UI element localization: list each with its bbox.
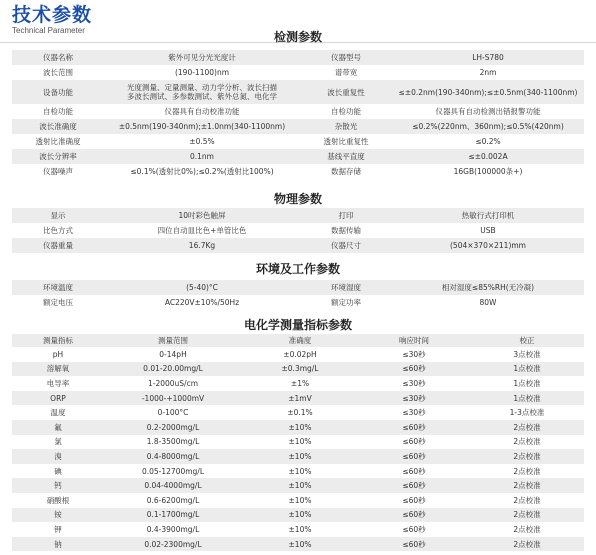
section-title-detection: 检测参数: [273, 30, 322, 44]
metric-calibration: 1点校准: [470, 362, 584, 377]
column-header: 校正: [470, 334, 584, 347]
param-value: 仪器具有自动校准功能: [104, 104, 300, 119]
table-row: [12, 391, 584, 406]
table-row: [12, 65, 584, 80]
param-value: USB: [392, 223, 584, 238]
metric-calibration: 1-3点校准: [470, 405, 584, 420]
metric-accuracy: ±10%: [242, 464, 358, 479]
table-row: [12, 464, 584, 479]
param-label: 基线平直度: [300, 149, 392, 164]
metric-name: 钾: [12, 522, 104, 537]
param-label: 仪器型号: [300, 50, 392, 65]
section-title-electro: 电化学测量指标参数: [243, 318, 352, 332]
param-label: 数据传输: [300, 223, 392, 238]
metric-name: 铵: [12, 508, 104, 523]
metric-range: 1.8-3500mg/L: [104, 435, 242, 450]
column-header: 测量指标: [12, 334, 104, 347]
table-row: [12, 508, 584, 523]
table-row: [12, 295, 584, 310]
metric-calibration: 2点校准: [470, 435, 584, 450]
param-value: 四位自动皿比色+单管比色: [104, 223, 300, 238]
metric-response: ≤30秒: [358, 376, 470, 391]
param-value: 光度测量、定量测量、动力学分析、波长扫描 多波长测试、多参数测试、紫外总氮、电化学: [104, 80, 300, 104]
page-title: 技术参数: [12, 4, 93, 26]
metric-name: 电导率: [12, 376, 104, 391]
table-row: [12, 405, 584, 420]
metric-range: -1000-+1000mV: [104, 391, 242, 406]
table-row: [12, 280, 584, 295]
param-label: 谱带宽: [300, 65, 392, 80]
table-row: [12, 50, 584, 65]
metric-name: 温度: [12, 405, 104, 420]
param-label: 透射比准确度: [12, 134, 104, 149]
metric-name: 硝酸根: [12, 493, 104, 508]
metric-name: pH: [12, 347, 104, 362]
metric-name: ORP: [12, 391, 104, 406]
metric-accuracy: ±1%: [242, 376, 358, 391]
metric-calibration: 2点校准: [470, 522, 584, 537]
table-row: [12, 80, 584, 104]
metric-calibration: 3点校准: [470, 347, 584, 362]
param-value: 仪器具有自动检测出错报警功能: [392, 104, 584, 119]
metric-name: 碘: [12, 464, 104, 479]
metric-range: 0-100°C: [104, 405, 242, 420]
param-label: 杂散光: [300, 119, 392, 134]
param-value: 热敏行式打印机: [392, 208, 584, 223]
param-label: 仪器名称: [12, 50, 104, 65]
param-value: ≤±0.002A: [392, 149, 584, 164]
param-value: 0.1nm: [104, 149, 300, 164]
metric-calibration: 2点校准: [470, 537, 584, 552]
param-label: 仪器重量: [12, 238, 104, 253]
param-label: 比色方式: [12, 223, 104, 238]
param-value: 2nm: [392, 65, 584, 80]
param-value: (504×370×211)mm: [392, 238, 584, 253]
metric-accuracy: ±10%: [242, 493, 358, 508]
section-title-physical: 物理参数: [273, 192, 322, 206]
param-label: 透射比重复性: [300, 134, 392, 149]
metric-response: ≤60秒: [358, 537, 470, 552]
metric-response: ≤60秒: [358, 362, 470, 377]
metric-calibration: 2点校准: [470, 449, 584, 464]
metric-range: 0.01-20.00mg/L: [104, 362, 242, 377]
metric-response: ≤30秒: [358, 347, 470, 362]
param-value: LH-S780: [392, 50, 584, 65]
column-header: 响应时间: [358, 334, 470, 347]
metric-calibration: 2点校准: [470, 478, 584, 493]
param-label: 环境温度: [12, 280, 104, 295]
table-row: [12, 164, 584, 179]
metric-range: 0-14pH: [104, 347, 242, 362]
param-label: 额定电压: [12, 295, 104, 310]
metric-calibration: 2点校准: [470, 464, 584, 479]
table-row: [12, 119, 584, 134]
metric-range: 0.04-4000mg/L: [104, 478, 242, 493]
metric-range: 0.1-1700mg/L: [104, 508, 242, 523]
metric-response: ≤60秒: [358, 493, 470, 508]
metric-accuracy: ±10%: [242, 508, 358, 523]
table-row: [12, 376, 584, 391]
metric-accuracy: ±0.02pH: [242, 347, 358, 362]
param-label: 显示: [12, 208, 104, 223]
param-value: 16GB(100000条+): [392, 164, 584, 179]
param-value: 相对湿度≤85%RH(无冷凝): [392, 280, 584, 295]
metric-response: ≤30秒: [358, 405, 470, 420]
param-label: 额定功率: [300, 295, 392, 310]
metric-calibration: 2点校准: [470, 493, 584, 508]
metric-response: ≤30秒: [358, 391, 470, 406]
param-value: ≤±0.2nm(190-340nm);≤±0.5nm(340-1100nm): [392, 80, 584, 104]
param-value: (190-1100)nm: [104, 65, 300, 80]
param-value: ≤0.2%: [392, 134, 584, 149]
detection-table: [12, 50, 584, 179]
param-label: 波长范围: [12, 65, 104, 80]
param-label: 数据存储: [300, 164, 392, 179]
table-row: [12, 362, 584, 377]
param-value: 10吋彩色触屏: [104, 208, 300, 223]
param-label: 自检功能: [300, 104, 392, 119]
metric-accuracy: ±10%: [242, 537, 358, 552]
metric-accuracy: ±10%: [242, 435, 358, 450]
param-label: 自检功能: [12, 104, 104, 119]
table-row: [12, 134, 584, 149]
metric-range: 0.2-2000mg/L: [104, 420, 242, 435]
metric-calibration: 2点校准: [470, 420, 584, 435]
metric-accuracy: ±10%: [242, 522, 358, 537]
column-header: 测量范围: [104, 334, 242, 347]
table-row: [12, 223, 584, 238]
page-subtitle: Technical Parameter: [12, 26, 85, 35]
metric-accuracy: ±10%: [242, 478, 358, 493]
param-value: 16.7Kg: [104, 238, 300, 253]
metric-accuracy: ±0.1%: [242, 405, 358, 420]
metric-accuracy: ±10%: [242, 449, 358, 464]
metric-response: ≤60秒: [358, 522, 470, 537]
param-label: 设备功能: [12, 80, 104, 104]
environment-table: [12, 280, 584, 310]
metric-range: 0.6-6200mg/L: [104, 493, 242, 508]
electro-table: [12, 334, 584, 551]
param-value: 紫外可见分光光度计: [104, 50, 300, 65]
param-value: 80W: [392, 295, 584, 310]
param-value: (5-40)°C: [104, 280, 300, 295]
table-row: [12, 420, 584, 435]
metric-name: 溴: [12, 449, 104, 464]
metric-name: 溶解氧: [12, 362, 104, 377]
column-header: 准确度: [242, 334, 358, 347]
metric-calibration: 1点校准: [470, 376, 584, 391]
param-value: ±0.5%: [104, 134, 300, 149]
param-value: ≤0.1%(透射比0%);≤0.2%(透射比100%): [104, 164, 300, 179]
metric-name: 氟: [12, 420, 104, 435]
section-title-environment: 环境及工作参数: [255, 262, 340, 276]
param-label: 波长准确度: [12, 119, 104, 134]
table-row: [12, 449, 584, 464]
metric-range: 0.05-12700mg/L: [104, 464, 242, 479]
param-value: AC220V±10%/50Hz: [104, 295, 300, 310]
metric-response: ≤60秒: [358, 420, 470, 435]
metric-accuracy: ±1mV: [242, 391, 358, 406]
table-row: [12, 435, 584, 450]
metric-accuracy: ±0.3mg/L: [242, 362, 358, 377]
param-label: 仪器噪声: [12, 164, 104, 179]
param-label: 仪器尺寸: [300, 238, 392, 253]
table-row: [12, 478, 584, 493]
param-label: 波长分辨率: [12, 149, 104, 164]
param-label: 打印: [300, 208, 392, 223]
metric-range: 0.02-2300mg/L: [104, 537, 242, 552]
table-row: [12, 208, 584, 223]
metric-accuracy: ±10%: [242, 420, 358, 435]
metric-response: ≤60秒: [358, 508, 470, 523]
param-label: 波长重复性: [300, 80, 392, 104]
metric-calibration: 2点校准: [470, 508, 584, 523]
metric-response: ≤60秒: [358, 435, 470, 450]
metric-calibration: 1点校准: [470, 391, 584, 406]
metric-range: 1-2000uS/cm: [104, 376, 242, 391]
param-value: ≤0.2%(220nm、360nm);≤0.5%(420nm): [392, 119, 584, 134]
table-row: [12, 347, 584, 362]
metric-response: ≤60秒: [358, 478, 470, 493]
table-row: [12, 238, 584, 253]
table-row: [12, 104, 584, 119]
metric-range: 0.4-3900mg/L: [104, 522, 242, 537]
metric-name: 钠: [12, 537, 104, 552]
metric-name: 氯: [12, 435, 104, 450]
physical-table: [12, 208, 584, 253]
table-row: [12, 493, 584, 508]
metric-response: ≤60秒: [358, 449, 470, 464]
param-value: ±0.5nm(190-340nm);±1.0nm(340-1100nm): [104, 119, 300, 134]
table-row: [12, 149, 584, 164]
table-row: [12, 522, 584, 537]
metric-name: 钙: [12, 478, 104, 493]
metric-response: ≤60秒: [358, 464, 470, 479]
metric-range: 0.4-8000mg/L: [104, 449, 242, 464]
param-label: 环境湿度: [300, 280, 392, 295]
table-row: [12, 537, 584, 552]
